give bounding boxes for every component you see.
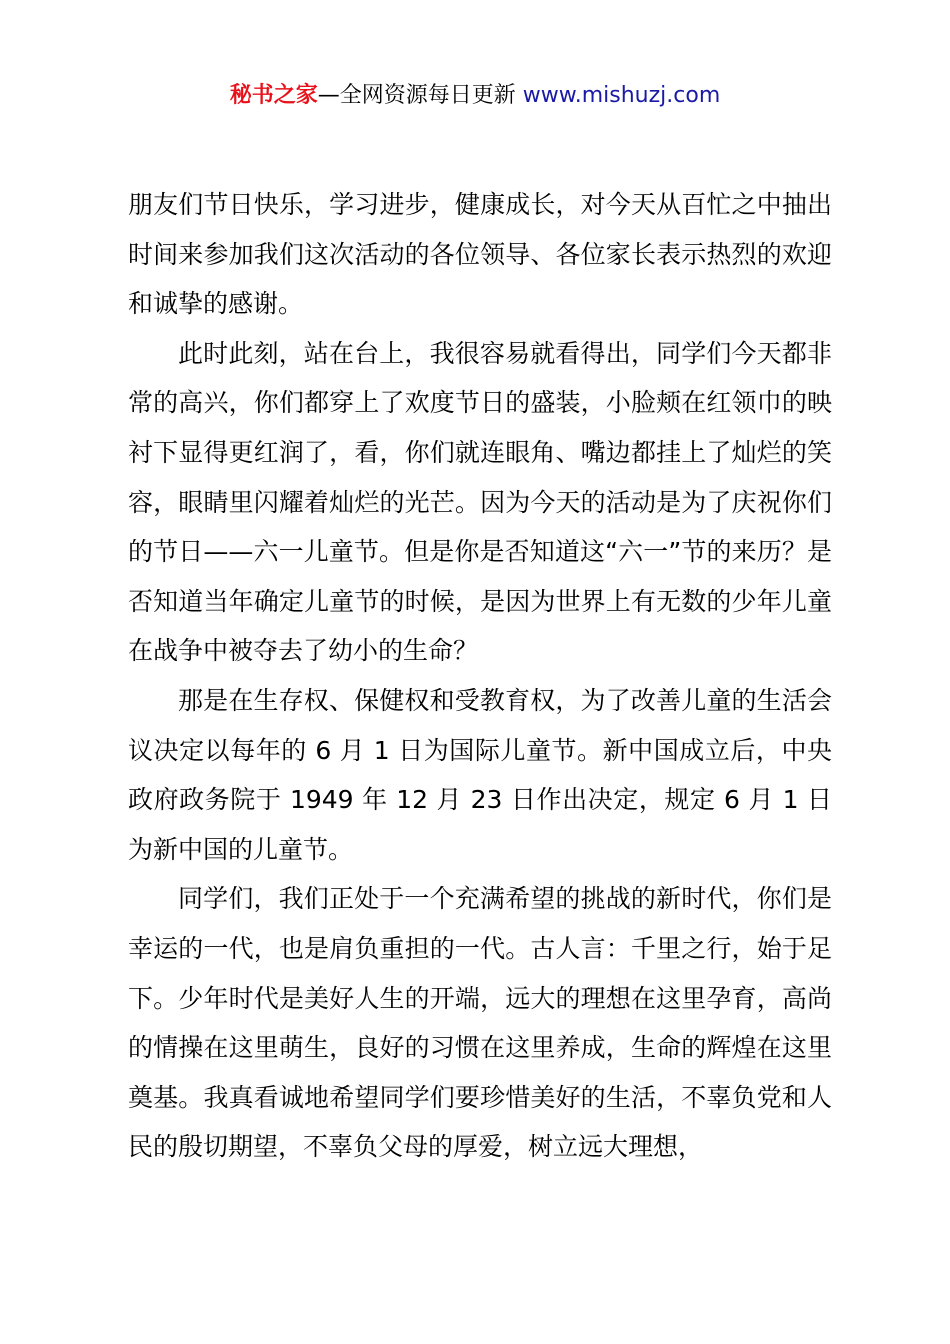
- paragraph-4: 同学们，我们正处于一个充满希望的挑战的新时代，你们是幸运的一代，也是肩负重担的一代。古人言：千里之行，始于足下。少年时代是美好人生的开端，远大的理想在这里孕育，高尚的情操在这里萌生，良好的习惯在这里养成，生命的辉煌在这里奠基。我真看诚地希望同学们要珍惜美好的生活，不辜负党和人民的殷切期望，不辜负父母的厚爱，树立远大理想，: [128, 884, 832, 1162]
- paragraph-2: 此时此刻，站在台上，我很容易就看得出，同学们今天都非常的高兴，你们都穿上了欢度节日的盛装，小脸颊在红领巾的映衬下显得更红润了，看，你们就连眼角、嘴边都挂上了灿烂的笑容，眼睛里闪耀着灿烂的光芒。因为今天的活动是为了庆祝你们的节日——六一儿童节。但是你是否知道这“六一”节的来历？是否知道当年确定儿童节的时候，是因为世界上有无数的少年儿童在战争中被夺去了幼小的生命？: [128, 338, 832, 666]
- paragraph-3: 那是在生存权、保健权和受教育权，为了改善儿童的生活会议决定以每年的 6 月 1 日为国际儿童节。新中国成立后，中央政府政务院于 1949 年 12 月 23 日作出决定，规定 6 月 1 日为新中国的儿童节。: [128, 685, 832, 864]
- paragraph-1: 朋友们节日快乐，学习进步，健康成长，对今天从百忙之中抽出时间来参加我们这次活动的各位领导、各位家长表示热烈的欢迎和诚挚的感谢。: [128, 190, 832, 319]
- page-header: [0, 80, 950, 112]
- site-tagline: —全网资源每日更新: [317, 83, 516, 108]
- document-body: [128, 180, 832, 1172]
- site-url-link[interactable]: www.mishuzj.com: [522, 83, 721, 108]
- site-brand: 秘书之家: [229, 83, 318, 108]
